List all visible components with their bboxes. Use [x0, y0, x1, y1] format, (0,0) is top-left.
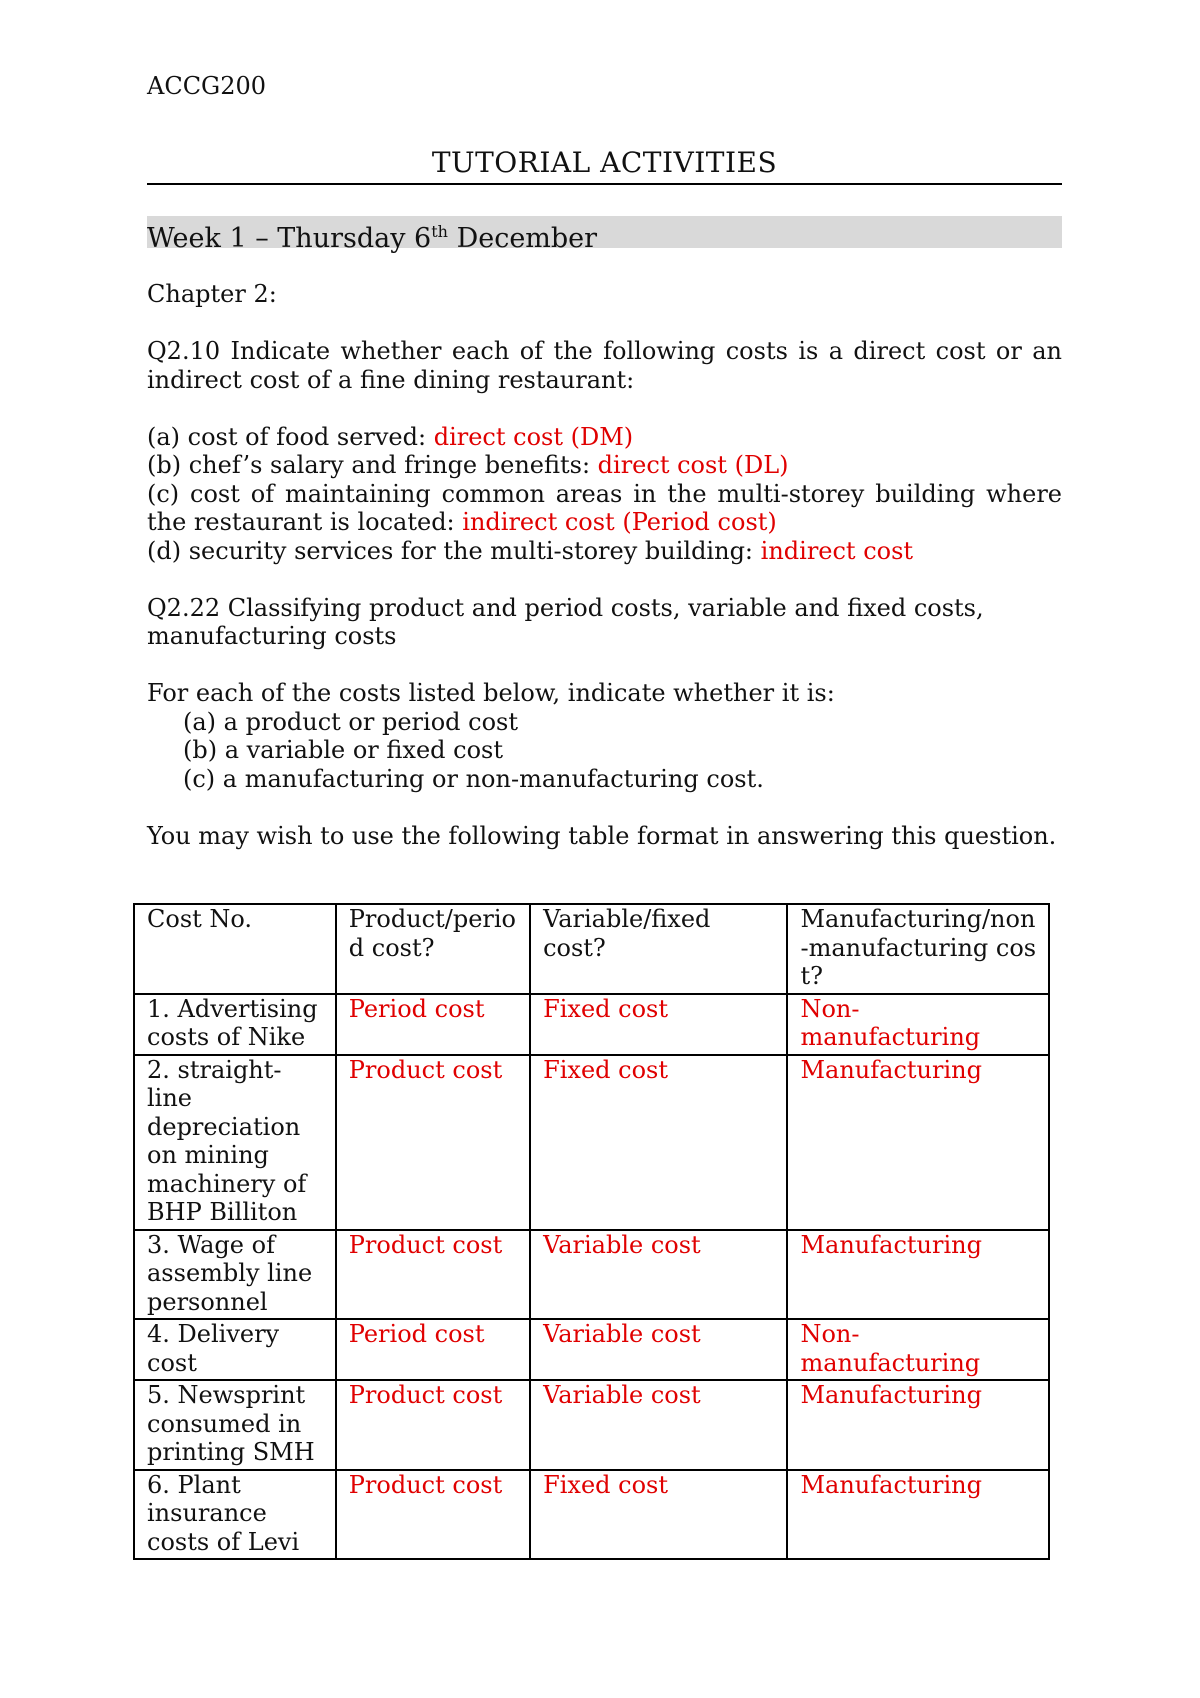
variable-fixed-answer: Variable cost [530, 1319, 787, 1380]
header-variable-fixed: Variable/fixed cost? [530, 904, 787, 994]
table-row [134, 1380, 1049, 1470]
q210-item-c [147, 480, 1062, 537]
variable-fixed-answer: Fixed cost [530, 994, 787, 1055]
q210-item-b [147, 451, 1062, 480]
week-suffix: December [447, 223, 598, 254]
product-period-answer: Product cost [336, 1470, 530, 1560]
cost-name: 4. Delivery cost [134, 1319, 336, 1380]
variable-fixed-answer: Variable cost [530, 1230, 787, 1320]
product-period-answer: Product cost [336, 1380, 530, 1470]
q210-item-d [147, 537, 1062, 566]
q210-item-text: (c) cost of maintaining common areas in the multi-storey building where the restaurant is located: [147, 479, 1062, 536]
manufacturing-answer: Manufacturing [787, 1380, 1049, 1470]
q222-note: You may wish to use the following table format in answering this question. [147, 821, 1057, 850]
week-heading [147, 216, 1062, 254]
header-product-period: Product/period cost? [336, 904, 530, 994]
cost-name: 1. Advertising costs of Nike [134, 994, 336, 1055]
table-row [134, 994, 1049, 1055]
variable-fixed-answer: Fixed cost [530, 1055, 787, 1230]
week-superscript: th [431, 222, 448, 241]
q210-prompt: Q2.10 Indicate whether each of the following costs is a direct cost or an indirect cost of a fine dining restaurant: [147, 337, 1062, 394]
q210-item-answer: indirect cost (Period cost) [462, 508, 777, 536]
chapter-label: Chapter 2: [147, 280, 277, 308]
q222-instruction: For each of the costs listed below, indicate whether it is: [147, 679, 835, 707]
manufacturing-answer: Manufacturing [787, 1055, 1049, 1230]
page-title: TUTORIAL ACTIVITIES [431, 146, 778, 179]
table-row [134, 1055, 1049, 1230]
q222-option-a: (a) a product or period cost [183, 707, 518, 736]
header-cost-no: Cost No. [134, 904, 336, 994]
manufacturing-answer: Manufacturing [787, 1470, 1049, 1560]
variable-fixed-answer: Variable cost [530, 1380, 787, 1470]
q210-item-a [147, 423, 1062, 452]
variable-fixed-answer: Fixed cost [530, 1470, 787, 1560]
q210-item-text: (d) security services for the multi-storey building: [147, 536, 761, 565]
document-body [147, 280, 1062, 850]
cost-name: 6. Plant insurance costs of Levi [134, 1470, 336, 1560]
manufacturing-answer: Non-manufacturing [787, 1319, 1049, 1380]
product-period-answer: Product cost [336, 1230, 530, 1320]
cost-name: 5. Newsprint consumed in printing SMH [134, 1380, 336, 1470]
cost-name: 2. straight-line depreciation on mining machinery of BHP Billiton [134, 1055, 336, 1230]
product-period-answer: Product cost [336, 1055, 530, 1230]
cost-name: 3. Wage of assembly line personnel [134, 1230, 336, 1320]
q222-option-c: (c) a manufacturing or non-manufacturing cost. [183, 764, 764, 793]
product-period-answer: Period cost [336, 1319, 530, 1380]
q210-item-answer: indirect cost [760, 536, 914, 565]
q210-item-text: (b) chef’s salary and fringe benefits: [147, 451, 598, 479]
week-prefix: Week 1 – Thursday 6 [147, 223, 432, 254]
q222-option-b: (b) a variable or fixed cost [183, 736, 503, 764]
header-manufacturing: Manufacturing/non-manufacturing cost? [787, 904, 1049, 994]
table-row [134, 1230, 1049, 1320]
q222-prompt: Q2.22 Classifying product and period costs, variable and fixed costs, manufacturing costs [147, 593, 984, 650]
q210-item-text: (a) cost of food served: [147, 422, 434, 451]
table-row [134, 1470, 1049, 1560]
product-period-answer: Period cost [336, 994, 530, 1055]
course-code: ACCG200 [147, 72, 267, 100]
table-row [134, 1319, 1049, 1380]
q210-item-answer: direct cost (DL) [597, 451, 789, 479]
title-block [147, 146, 1062, 185]
cost-classification-table [133, 903, 1050, 1560]
table-header-row [134, 904, 1049, 994]
manufacturing-answer: Manufacturing [787, 1230, 1049, 1320]
manufacturing-answer: Non-manufacturing [787, 994, 1049, 1055]
q210-item-answer: direct cost (DM) [433, 422, 634, 451]
